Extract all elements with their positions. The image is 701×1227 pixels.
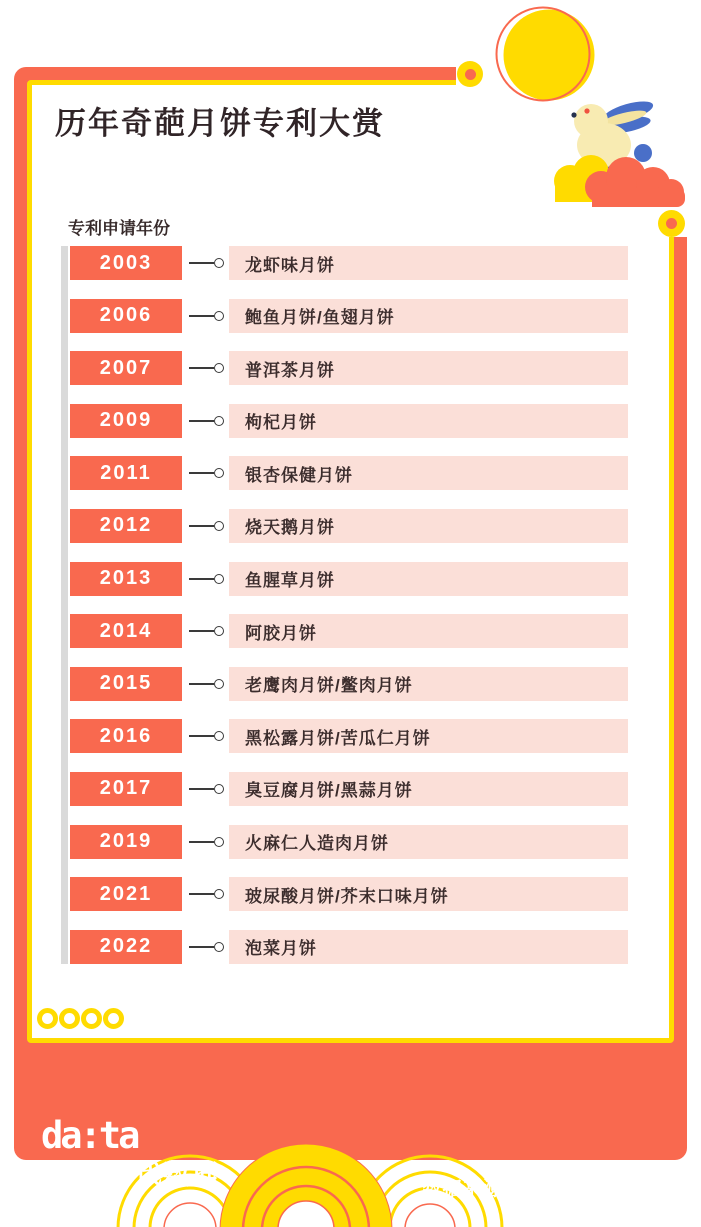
year-badge: 2011 [70,456,182,490]
mooncake-bar [229,562,628,596]
connector-dot-icon [214,416,224,426]
source-separator: | [510,1176,516,1198]
moon-rabbit-decoration [440,0,700,245]
connector-dot-icon [214,731,224,741]
yellow-ring-icon [103,1008,124,1029]
timeline-row [70,351,700,385]
connector [189,679,224,689]
timeline-row [70,562,700,596]
mooncake-name: 鲍鱼月饼/鱼翅月饼 [245,308,395,328]
connector-line-icon [189,946,214,948]
connector-dot-icon [214,889,224,899]
connector [189,311,224,321]
logo-latin-line1: da:ta [41,1114,138,1157]
mooncake-bar [229,509,628,543]
connector-line-icon [189,630,214,632]
mooncake-name: 泡菜月饼 [245,939,317,959]
mooncake-bar [229,719,628,753]
connector [189,626,224,636]
mooncake-bar [229,825,628,859]
connector-line-icon [189,262,214,264]
connector-dot-icon [214,784,224,794]
connector-line-icon [189,525,214,527]
year-badge: 2022 [70,930,182,964]
connector-dot-icon [214,626,224,636]
connector-line-icon [189,315,214,317]
connector [189,784,224,794]
connector [189,731,224,741]
timeline-row [70,667,700,701]
year-badge: 2007 [70,351,182,385]
timeline-row [70,772,700,806]
connector-line-icon [189,420,214,422]
year-badge: 2013 [70,562,182,596]
mooncake-name: 银杏保健月饼 [245,465,353,485]
connector-line-icon [189,788,214,790]
connector-dot-icon [214,679,224,689]
mooncake-bar [229,877,628,911]
connector [189,574,224,584]
mooncake-name: 火麻仁人造肉月饼 [245,834,389,854]
connector [189,468,224,478]
mooncake-name: 黑松露月饼/苦瓜仁月饼 [245,728,431,748]
year-badge: 2009 [70,404,182,438]
year-badge: 2015 [70,667,182,701]
yellow-ring-icon [59,1008,80,1029]
mooncake-name: 鱼腥草月饼 [245,571,335,591]
mooncake-name: 老鹰肉月饼/鳖肉月饼 [245,676,413,696]
connector-dot-icon [214,837,224,847]
mooncake-name: 龙虾味月饼 [245,255,335,275]
mooncake-name: 玻尿酸月饼/芥末口味月饼 [245,886,449,906]
moon-icon [497,8,595,101]
timeline-row [70,299,700,333]
year-badge: 2006 [70,299,182,333]
border-start-ring-icon [658,210,685,237]
mooncake-bar [229,614,628,648]
connector-line-icon [189,683,214,685]
footer-band [28,1110,701,1227]
year-badge: 2003 [70,246,182,280]
year-badge: 2012 [70,509,182,543]
mooncake-name: 枸杞月饼 [245,413,317,433]
connector-dot-icon [214,574,224,584]
year-badge: 2019 [70,825,182,859]
yellow-ring-icon [37,1008,58,1029]
connector-line-icon [189,841,214,843]
timeline-row [70,719,700,753]
connector-line-icon [189,367,214,369]
connector-dot-icon [214,521,224,531]
mooncake-name: 阿胶月饼 [245,623,317,643]
mooncake-bar [229,351,628,385]
mooncake-name: 烧天鹅月饼 [245,518,335,538]
page-title: 历年奇葩月饼专利大赏 [55,106,385,141]
yellow-ring-icon [81,1008,102,1029]
mooncake-bar [229,930,628,964]
timeline-row [70,614,700,648]
datagoo-logo [41,1114,219,1194]
timeline-row [70,456,700,490]
connector-dot-icon [214,363,224,373]
year-badge: 2021 [70,877,182,911]
connector-dot-icon [214,258,224,268]
logo-chinese-name: 时代数据 [106,1160,219,1191]
connector [189,416,224,426]
timeline-row [70,509,700,543]
timeline-axis-label: 专利申请年份 [68,219,170,238]
year-badge: 2014 [70,614,182,648]
timeline-row [70,825,700,859]
timeline-row [70,930,700,964]
connector-line-icon [189,578,214,580]
source-value: 时代数据、天眼查 [523,1179,684,1200]
mooncake-name: 臭豆腐月饼/黑蒜月饼 [245,781,413,801]
connector-dot-icon [214,468,224,478]
mooncake-bar [229,667,628,701]
mooncake-bar [229,299,628,333]
mooncake-bar [229,772,628,806]
mooncake-bar [229,456,628,490]
border-end-ring-icon [457,61,483,87]
connector [189,521,224,531]
mooncake-bar [229,246,628,280]
connector-dot-icon [214,311,224,321]
connector-line-icon [189,893,214,895]
logo-latin-line2: gou [41,1150,99,1194]
connector-line-icon [189,472,214,474]
bottom-rings-decoration [37,1008,124,1029]
year-badge: 2016 [70,719,182,753]
timeline-rows [0,246,700,964]
mooncake-bar [229,404,628,438]
data-source-note [423,1174,684,1201]
connector [189,837,224,847]
year-badge: 2017 [70,772,182,806]
mooncake-name: 普洱茶月饼 [245,360,335,380]
connector-dot-icon [214,942,224,952]
timeline-row [70,404,700,438]
connector [189,258,224,268]
timeline-row [70,246,700,280]
connector [189,942,224,952]
timeline-row [70,877,700,911]
connector [189,363,224,373]
connector-line-icon [189,735,214,737]
connector [189,889,224,899]
source-label: 数据来源 [422,1179,503,1200]
